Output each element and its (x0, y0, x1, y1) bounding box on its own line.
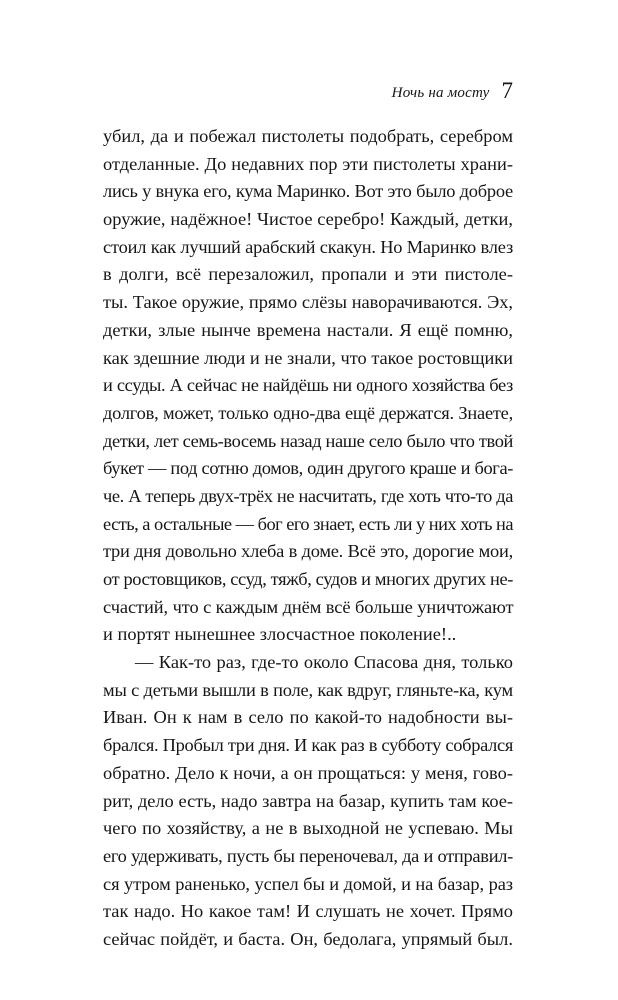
text-line: мы с детьми вышли в поле, как вдруг, гляньте-ка, кум (103, 679, 513, 700)
text-line: в долги, всё перезаложил, пропали и эти пистоле- (103, 264, 513, 285)
text-line: так надо. Но какое там! И слушать не хочет. Прямо (103, 901, 513, 922)
text-line: обратно. Дело к ночи, а он прощаться: у меня, гово- (103, 762, 513, 783)
text-line: и ссуды. А сейчас не найдёшь ни одного хозяйства без (103, 375, 513, 396)
text-line: оружие, надёжное! Чистое серебро! Каждый, детки, (103, 209, 513, 230)
text-line: долгов, может, только одно-два ещё держатся. Знаете, (103, 402, 513, 423)
text-line: убил, да и побежал пистолеты подобрать, серебром (103, 126, 513, 146)
text-line: как здешние люди и не знали, что такое ростовщики (103, 347, 513, 368)
body-text (103, 123, 513, 954)
text-line: ты. Такое оружие, прямо слёзы наворачиваются. Эх, (103, 292, 513, 313)
text-line: букет — под сотню домов, один другого краше и бога- (103, 458, 513, 479)
text-line: сейчас пойдёт, и баста. Он, бедолага, упрямый был. (103, 928, 513, 949)
text-line: рит, дело есть, надо завтра на базар, купить там кое- (103, 790, 513, 811)
text-line: от ростовщиков, ссуд, тяжб, судов и многих других не- (103, 569, 514, 589)
text-line: ся утром раненько, успел бы и домой, и на базар, раз (103, 873, 513, 894)
text-line: есть, а остальные — бог его знает, есть ли у них хоть на (103, 513, 513, 534)
text-line: че. А теперь двух-трёх не насчитать, где хоть что-то да (103, 485, 513, 506)
text-line: детки, лет семь-восемь назад наше село было что твой (103, 430, 513, 451)
running-head (0, 78, 513, 104)
text-line: детки, злые нынче времена настали. Я ещё помню, (103, 319, 513, 340)
text-line: — Как-то раз, где-то около Спасова дня, только (135, 652, 513, 673)
paragraph-1 (103, 123, 513, 649)
text-line: отделанные. До недавних пор эти пистолеты храни- (103, 153, 513, 174)
text-line: лись у внука его, кума Маринко. Вот это было доброе (103, 181, 513, 202)
text-line: стоил как лучший арабский скакун. Но Маринко влез (103, 236, 514, 257)
text-line: и портят нынешнее злосчастное поколение!.. (103, 624, 457, 645)
text-line: Иван. Он к нам в село по какой-то надобности вы- (103, 707, 513, 728)
text-line: три дня довольно хлеба в доме. Всё это, дорогие мои, (103, 541, 513, 562)
text-line: брался. Пробыл три дня. И как раз в субботу собрался (103, 735, 514, 756)
running-title: Ночь на мосту (391, 85, 490, 101)
paragraph-2 (103, 649, 513, 954)
page-number: 7 (501, 78, 513, 103)
text-line: его удерживать, пусть бы переночевал, да и отправил- (103, 845, 513, 866)
text-line: счастий, что с каждым днём всё больше уничтожают (103, 596, 514, 617)
text-line: чего по хозяйству, а не в выходной не успеваю. Мы (103, 818, 513, 839)
